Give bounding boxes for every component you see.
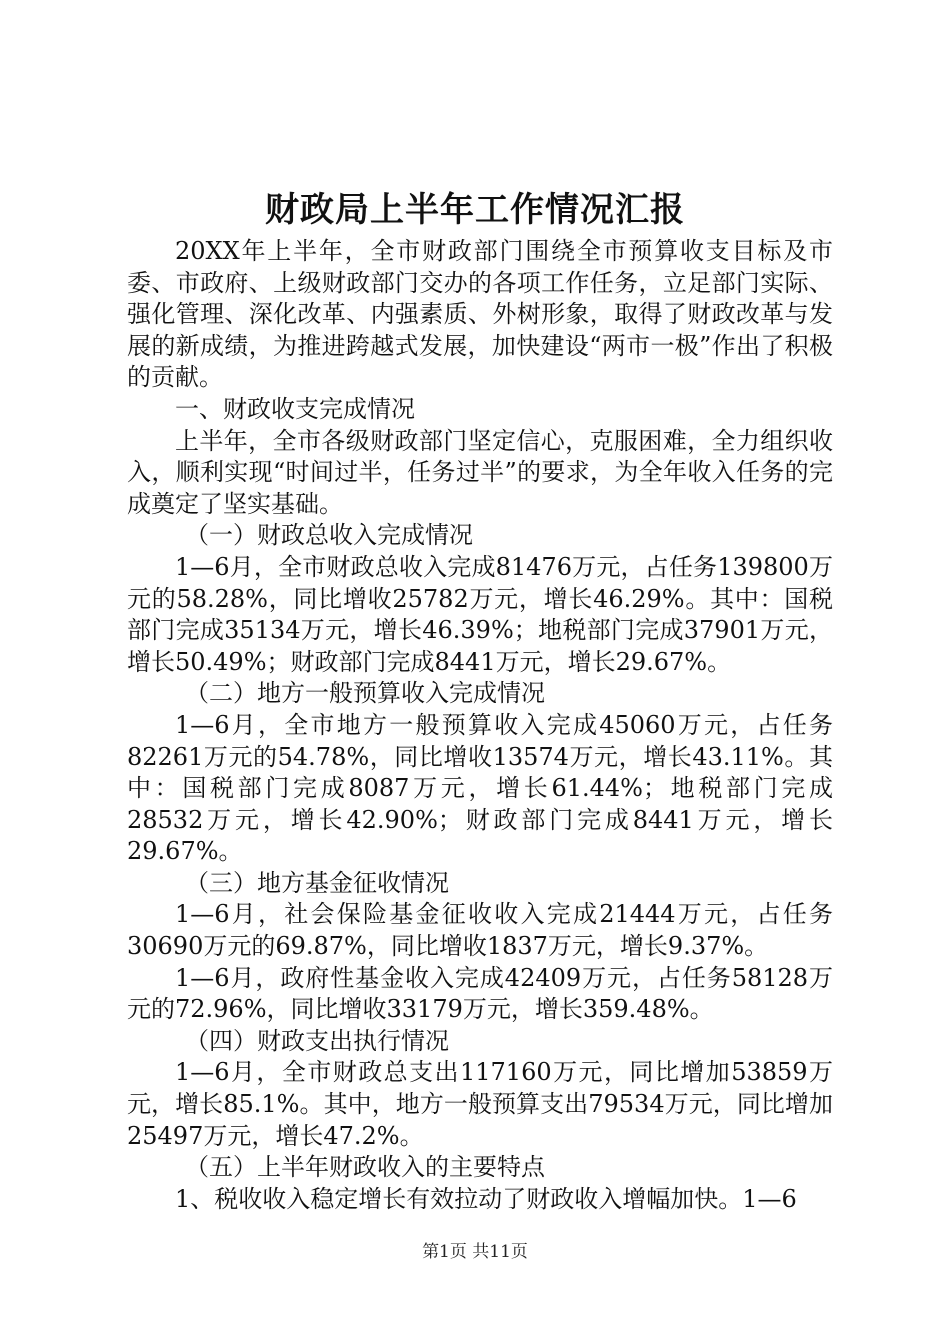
subsection-heading-5: （五）上半年财政收入的主要特点 — [185, 1153, 545, 1182]
page-footer: 第1页 共11页 — [422, 1242, 528, 1262]
document-title: 财政局上半年工作情况汇报 — [265, 190, 685, 230]
paragraph: 1—6月，全市财政总收入完成81476万元，占任务139800万元的58.28%，同比增收25782万元，增长46.29%。其中：国税部门完成35134万元，增长46.39%；地税部门完成37901万元，增长50.49%；财政部门完成8441万元，增长29.67%。 — [127, 552, 833, 676]
paragraph: 1—6月，社会保险基金征收收入完成21444万元，占任务30690万元的69.87%，同比增收1837万元，增长9.37%。 — [127, 900, 833, 961]
paragraph: 1、税收收入稳定增长有效拉动了财政收入增幅加快。1—6 — [175, 1184, 797, 1213]
subsection-heading-4: （四）财政支出执行情况 — [185, 1026, 449, 1055]
paragraph: 1—6月，政府性基金收入完成42409万元，占任务58128万元的72.96%，同比增收33179万元，增长359.48%。 — [127, 963, 833, 1024]
document-body — [127, 236, 833, 1215]
paragraph: 上半年，全市各级财政部门坚定信心，克服困难，全力组织收入，顺利实现“时间过半，任务过半”的要求，为全年收入任务的完成奠定了坚实基础。 — [127, 426, 833, 518]
subsection-heading-1: （一）财政总收入完成情况 — [185, 521, 473, 550]
paragraph: 1—6月，全市地方一般预算收入完成45060万元，占任务82261万元的54.78%，同比增收13574万元，增长43.11%。其中：国税部门完成8087万元，增长61.44%；地税部门完成28532万元，增长42.90%；财政部门完成8441万元，增长29.67%。 — [127, 710, 833, 866]
subsection-heading-2: （二）地方一般预算收入完成情况 — [185, 679, 545, 708]
paragraph: 1—6月，全市财政总支出117160万元，同比增加53859万元，增长85.1%。其中，地方一般预算支出79534万元，同比增加25497万元，增长47.2%。 — [127, 1058, 833, 1150]
paragraph-intro: 20XX年上半年，全市财政部门围绕全市预算收支目标及市委、市政府、上级财政部门交办的各项工作任务，立足部门实际、强化管理、深化改革、内强素质、外树形象，取得了财政改革与发展的新成绩，为推进跨越式发展，加快建设“两市一极”作出了积极的贡献。 — [127, 237, 833, 392]
subsection-heading-3: （三）地方基金征收情况 — [185, 868, 449, 897]
section-heading-1: 一、财政收支完成情况 — [175, 394, 415, 423]
